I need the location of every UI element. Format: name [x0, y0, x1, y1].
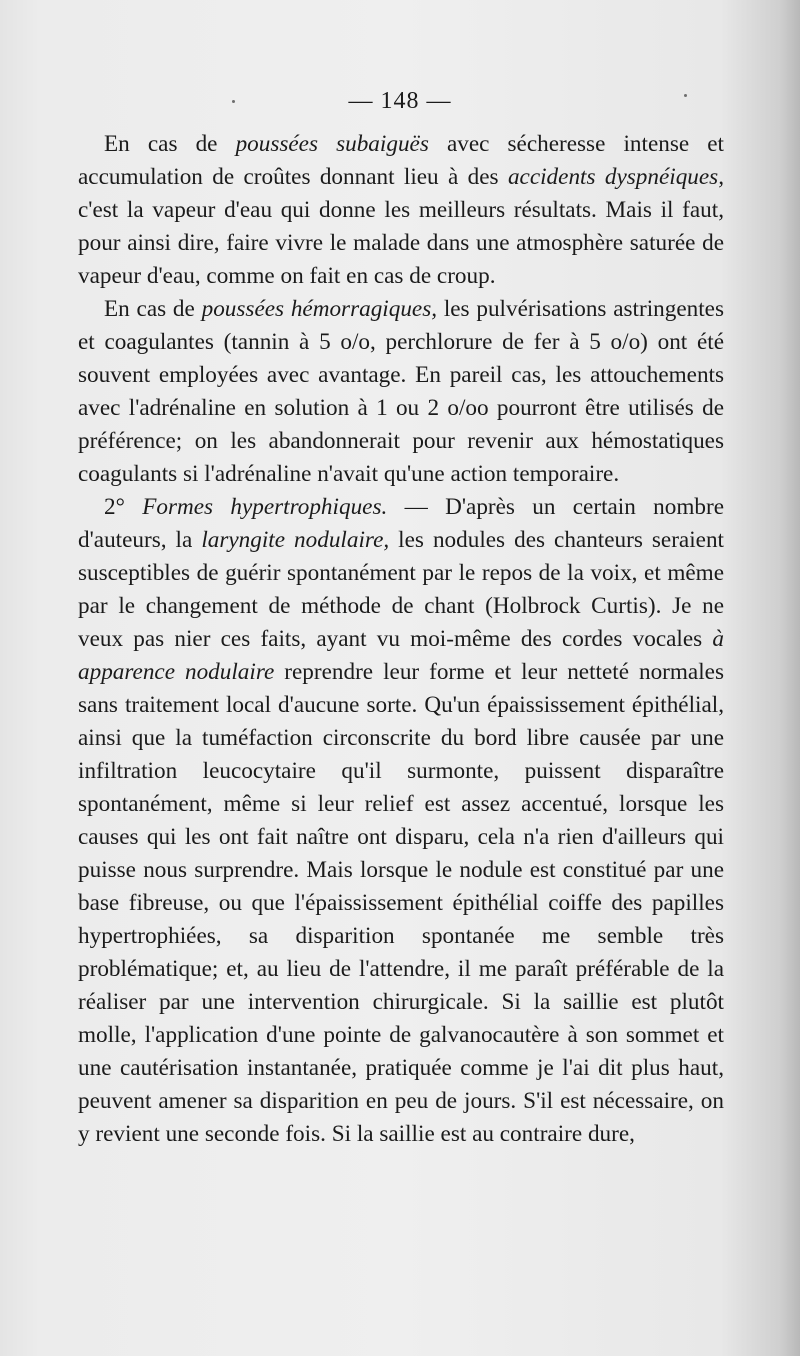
text-run: les nodules des chanteurs seraient susceptibles de guérir spontanément par le repos de la voix, et même par le changement de méthode de chant (Holbrock Curtis). Je ne veux pas nier ces faits, ayant vu moi-même des cordes vocales — [78, 527, 724, 652]
text-run: reprendre leur forme et leur netteté normales sans traitement local d'aucune sorte. Qu'un épaississement épithélial, ainsi que la tuméfaction circonscrite du bord libre causée par une infiltration leucocytaire qu'il surmonte, puissent disparaître spontanément, même si leur relief est assez accentué, lorsque les causes qui les ont fait naître ont disparu, cela n'a rien d'ailleurs qui puisse nous surprendre. Mais lorsque le nodule est constitué par une base fibreuse, ou que l'épaississement épithélial coiffe des papilles hypertrophiées, sa disparition spontanée me semble très problématique; et, au lieu de l'attendre, il me paraît préférable de la réaliser par une intervention chirurgicale. Si la saillie est plutôt molle, l'application d'une pointe de galvanocautère à son sommet et une cautérisation instantanée, pratiquée comme je l'ai dit plus haut, peuvent amener sa disparition en peu de jours. S'il est nécessaire, on y revient une seconde fois. Si la saillie est au contraire dure, — [78, 659, 724, 1147]
text-run: — D'après un certain nombre d'auteurs, la — [78, 494, 724, 553]
text-run: c'est la vapeur d'eau qui donne les meilleurs résultats. Mais il faut, pour ainsi dire, faire vivre le malade dans une atmosphère saturée de vapeur d'eau, comme on fait en cas de croup. — [78, 197, 724, 289]
text-run: avec sécheresse intense et accumulation de croûtes donnant lieu à des — [78, 131, 724, 190]
italic-phrase: accidents dyspnéiques, — [507, 164, 724, 190]
italic-phrase: à apparence nodulaire — [78, 626, 724, 685]
italic-phrase: Formes hypertrophiques. — [142, 494, 388, 520]
paragraph — [78, 491, 724, 1151]
text-run: En cas de — [104, 131, 236, 157]
italic-phrase: poussées hémorragiques, — [201, 296, 438, 322]
text-run: 2° — [104, 494, 143, 520]
italic-phrase: laryngite nodulaire, — [201, 527, 390, 553]
paragraph — [78, 128, 724, 293]
text-run: les pulvérisations astringentes et coagulantes (tannin à 5 o/o, perchlorure de fer à 5 o/o) ont été souvent employées avec avantage. En pareil cas, les attouchements avec l'adrénaline en solution à 1 ou 2 o/oo pourront être utilisés de préférence; on les abandonnerait pour revenir aux hémostatiques coagulants si l'adrénaline n'avait qu'une action temporaire. — [78, 296, 724, 487]
text-run: En cas de — [104, 296, 202, 322]
page-number: — 148 — — [348, 88, 452, 114]
italic-phrase: poussées subaiguës — [235, 131, 429, 157]
body-text — [78, 128, 724, 1151]
paragraph — [78, 293, 724, 491]
